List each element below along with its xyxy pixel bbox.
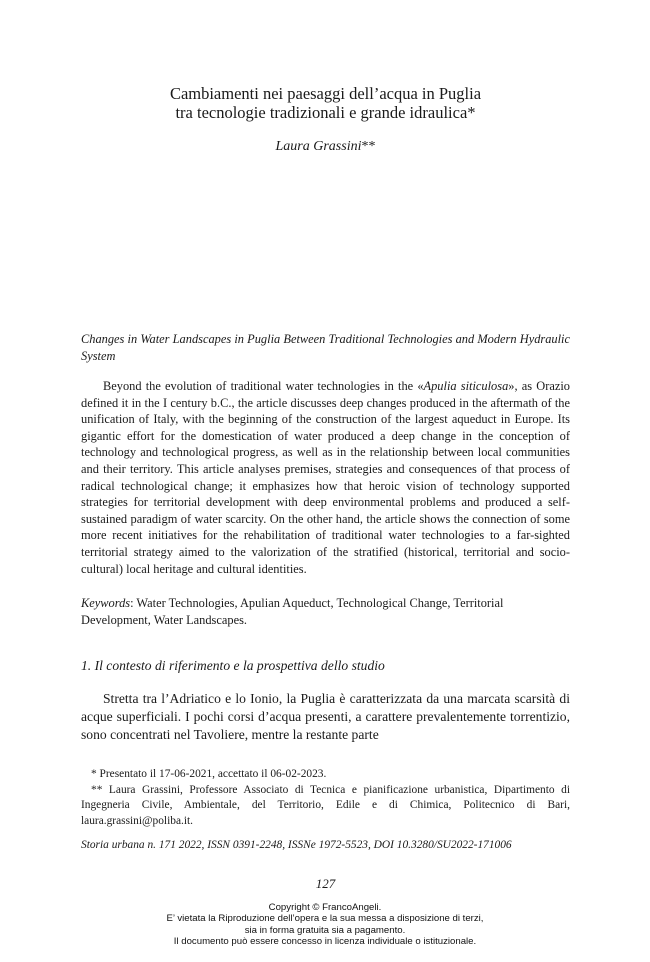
section-paragraph: Stretta tra l’Adriatico e lo Ionio, la Puglia è caratterizzata da una marcata scarsità di acque superficiali. I pochi corsi d’acqua presenti, a carattere prevalentemente torrentizio, sono concentrati nel Tavoliere, mentre la restante parte: [81, 691, 570, 742]
author-name: Laura Grassini: [275, 139, 362, 154]
footnote-1: * Presentato il 17-06-2021, accettato il 06-02-2023.: [91, 768, 327, 780]
copyright-notice: [0, 902, 650, 948]
footnote-2: ** Laura Grassini, Professore Associato di Tecnica e pianificazione urbanistica, Dipartimento di Ingegneria Civile, Ambientale, del Territorio, Edile e di Chimica, Politecnico di Bari, laura.grassini@poliba.it.: [81, 783, 570, 827]
title-line-2: tra tecnologie tradizionali e grande idraulica*: [175, 103, 476, 122]
abstract-english-title: Changes in Water Landscapes in Puglia Between Traditional Technologies and Modern Hydraulic System: [81, 332, 570, 363]
abstract-text-start: Beyond the evolution of traditional water technologies in the «: [103, 379, 424, 393]
abstract-text: [81, 378, 570, 577]
article-title: [81, 84, 570, 122]
copyright-line-2: E’ vietata la Riproduzione dell’opera e la sua messa a disposizione di terzi,: [166, 913, 484, 925]
keywords: [81, 595, 570, 628]
author-line: [81, 139, 570, 155]
page-number: 127: [315, 876, 336, 891]
title-line-1: Cambiamenti nei paesaggi dell’acqua in Puglia: [169, 84, 482, 103]
journal-citation: Storia urbana n. 171 2022, ISSN 0391-2248, ISSNe 1972-5523, DOI 10.3280/SU2022-171006: [81, 839, 512, 851]
keywords-list: : Water Technologies, Apulian Aqueduct, Technological Change, Territorial Development, Water Landscapes.: [81, 596, 504, 627]
copyright-line-3: sia in forma gratuita sia a pagamento.: [244, 924, 406, 936]
copyright-line-1: Copyright © FrancoAngeli.: [268, 902, 382, 913]
section-heading: 1. Il contesto di riferimento e la prospettiva dello studio: [81, 658, 385, 673]
keywords-label: Keywords: [81, 596, 131, 610]
abstract-text-rest: », as Orazio defined it in the I century b.C., the article discusses deep changes produced in the aftermath of the unification of Italy, with the beginning of the construction of the largest aqueduct in Europe. Its gigantic effort for the domestication of water produced a deep change in the conception of technology and technological progress, as well as in the relationship between local communities and their territory. This article analyses premises, strategies and consequences of that process of radical technological change; it emphasizes how that heroic vision of technology supported strategies for territorial development with deep environmental problems and produced a self-sustained paradigm of water scarcity. On the other hand, the article shows the connection of some more recent initiatives for the rehabilitation of traditional water technologies to a far-sighted territorial strategy aimed to the valorization of the stratified (historical, territorial and socio-cultural) local heritage and cultural identities.: [81, 379, 570, 576]
footnotes: [81, 767, 570, 829]
copyright-line-4: Il documento può essere concesso in licenza individuale o istituzionale.: [173, 936, 477, 948]
author-footnote-mark: **: [361, 139, 376, 154]
abstract-italic-phrase: Apulia siticulosa: [423, 379, 509, 393]
